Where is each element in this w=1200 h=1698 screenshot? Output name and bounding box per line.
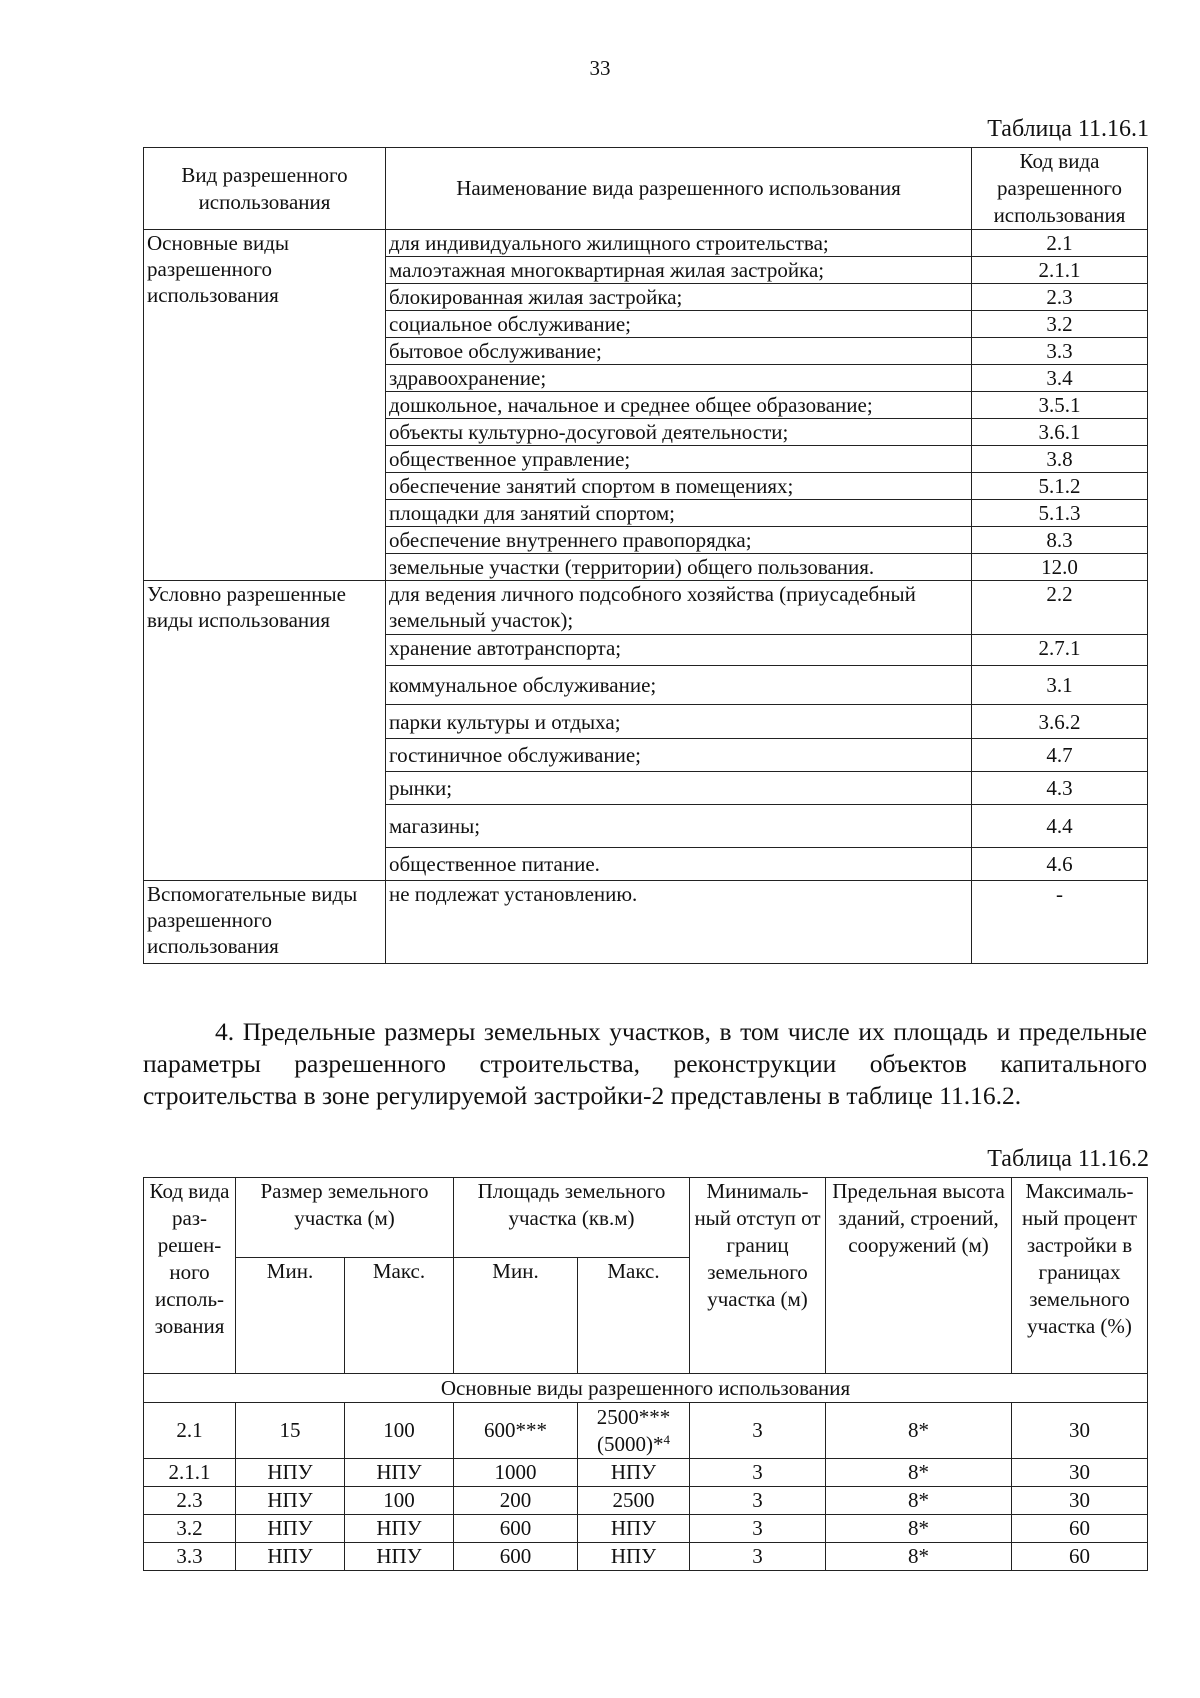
area-max-cell: 2500 xyxy=(578,1487,690,1515)
use-name-cell: хранение автотранспорта; xyxy=(386,635,972,666)
code-cell: 2.3 xyxy=(144,1487,236,1515)
use-code-cell: 4.7 xyxy=(972,739,1148,772)
use-code-cell: 3.8 xyxy=(972,446,1148,473)
use-code-cell: 12.0 xyxy=(972,554,1148,581)
table-header-row xyxy=(144,1178,1148,1258)
area-min-cell: 600 xyxy=(454,1543,578,1571)
use-code-cell: 3.2 xyxy=(972,311,1148,338)
plot-parameters-table xyxy=(143,1177,1148,1571)
area-min-cell: 600*** xyxy=(454,1403,578,1459)
header-height: Предельная высота зданий, строений, сооружений (м) xyxy=(826,1178,1012,1374)
header-code: Код вида разрешенного использования xyxy=(972,148,1148,230)
size-max-cell: 100 xyxy=(345,1487,454,1515)
use-code-cell: 8.3 xyxy=(972,527,1148,554)
percent-cell: 60 xyxy=(1012,1515,1148,1543)
height-cell: 8* xyxy=(826,1543,1012,1571)
header-plot-area: Площадь земельного участка (кв.м) xyxy=(454,1178,690,1258)
table-row xyxy=(144,1515,1148,1543)
area-max-cell: НПУ xyxy=(578,1515,690,1543)
size-min-cell: НПУ xyxy=(236,1543,345,1571)
table-row xyxy=(144,581,1148,635)
use-name-cell: коммунальное обслуживание; xyxy=(386,666,972,705)
size-min-cell: НПУ xyxy=(236,1515,345,1543)
use-code-cell: 4.3 xyxy=(972,772,1148,805)
use-code-cell: 3.6.1 xyxy=(972,419,1148,446)
use-code-cell: 3.6.2 xyxy=(972,705,1148,739)
area-max-cell: НПУ xyxy=(578,1459,690,1487)
use-code-cell: 2.2 xyxy=(972,581,1148,635)
use-code-cell: 2.1.1 xyxy=(972,257,1148,284)
header-percent: Максималь-ный процент застройки в границах земельного участка (%) xyxy=(1012,1178,1148,1374)
size-max-cell: НПУ xyxy=(345,1459,454,1487)
area-min-cell: 600 xyxy=(454,1515,578,1543)
area-min-cell: 200 xyxy=(454,1487,578,1515)
use-code-cell: 3.3 xyxy=(972,338,1148,365)
size-max-cell: 100 xyxy=(345,1403,454,1459)
code-cell: 3.2 xyxy=(144,1515,236,1543)
table-caption-11-16-2: Таблица 11.16.2 xyxy=(987,1146,1149,1172)
section-label: Основные виды разрешенного использования xyxy=(144,1374,1148,1403)
height-cell: 8* xyxy=(826,1515,1012,1543)
table-caption-11-16-1: Таблица 11.16.1 xyxy=(987,116,1149,142)
use-code-cell: 3.1 xyxy=(972,666,1148,705)
header-size-min: Мин. xyxy=(236,1258,345,1374)
use-name-cell: для индивидуального жилищного строительства; xyxy=(386,230,972,257)
code-cell: 3.3 xyxy=(144,1543,236,1571)
setback-cell: 3 xyxy=(690,1543,826,1571)
use-code-cell: 2.7.1 xyxy=(972,635,1148,666)
use-code-cell: 2.3 xyxy=(972,284,1148,311)
header-name: Наименование вида разрешенного использования xyxy=(386,148,972,230)
size-min-cell: НПУ xyxy=(236,1487,345,1515)
use-name-cell: гостиничное обслуживание; xyxy=(386,739,972,772)
use-name-cell: здравоохранение; xyxy=(386,365,972,392)
use-name-cell: социальное обслуживание; xyxy=(386,311,972,338)
height-cell: 8* xyxy=(826,1459,1012,1487)
area-max-cell: НПУ xyxy=(578,1543,690,1571)
setback-cell: 3 xyxy=(690,1459,826,1487)
area-max-cell xyxy=(578,1403,690,1459)
area-max-value: 2500*** xyxy=(596,1404,671,1429)
use-name-cell: общественное управление; xyxy=(386,446,972,473)
header-code: Код вида раз-решен-ного исполь-зования xyxy=(144,1178,236,1374)
use-code-cell: 5.1.3 xyxy=(972,500,1148,527)
table-row xyxy=(144,1487,1148,1515)
size-max-cell: НПУ xyxy=(345,1543,454,1571)
table-header-row xyxy=(144,148,1148,230)
use-name-cell: обеспечение внутреннего правопорядка; xyxy=(386,527,972,554)
use-group-label: Основные виды разрешенного использования xyxy=(144,230,386,581)
size-max-cell: НПУ xyxy=(345,1515,454,1543)
use-name-cell: малоэтажная многоквартирная жилая застройка; xyxy=(386,257,972,284)
code-cell: 2.1 xyxy=(144,1403,236,1459)
section-row xyxy=(144,1374,1148,1403)
header-size-max: Макс. xyxy=(345,1258,454,1374)
use-name-cell: объекты культурно-досуговой деятельности; xyxy=(386,419,972,446)
table-row xyxy=(144,1459,1148,1487)
use-name-cell: для ведения личного подсобного хозяйства (приусадебный земельный участок); xyxy=(386,581,972,635)
use-code-cell: 4.4 xyxy=(972,805,1148,848)
header-area-min: Мин. xyxy=(454,1258,578,1374)
use-name-cell: блокированная жилая застройка; xyxy=(386,284,972,311)
percent-cell: 30 xyxy=(1012,1459,1148,1487)
permitted-use-table xyxy=(143,147,1148,964)
setback-cell: 3 xyxy=(690,1487,826,1515)
use-name-cell: дошкольное, начальное и среднее общее образование; xyxy=(386,392,972,419)
body-paragraph xyxy=(143,1016,1147,1112)
setback-cell: 3 xyxy=(690,1515,826,1543)
setback-cell: 3 xyxy=(690,1403,826,1459)
paragraph-text: 4. Предельные размеры земельных участков, в том числе их площадь и предельные параметры разрешенного строительства, реконструкции объектов капитального строительства в зоне регулируемой застройки-2 представлены в таблице 11.16.2. xyxy=(143,1017,1147,1110)
area-max-alt-value: (5000)* xyxy=(597,1431,664,1456)
use-name-cell: рынки; xyxy=(386,772,972,805)
page-number: 33 xyxy=(589,56,611,80)
table-row xyxy=(144,230,1148,257)
use-group-label: Вспомогательные виды разрешенного использования xyxy=(144,881,386,964)
use-group-label: Условно разрешенные виды использования xyxy=(144,581,386,881)
height-cell: 8* xyxy=(826,1487,1012,1515)
use-code-cell: 3.5.1 xyxy=(972,392,1148,419)
percent-cell: 30 xyxy=(1012,1403,1148,1459)
header-setback: Минималь-ный отступ от границ земельного участка (м) xyxy=(690,1178,826,1374)
area-max-alt xyxy=(579,1431,688,1458)
use-name-cell: магазины; xyxy=(386,805,972,848)
use-name-cell: земельные участки (территории) общего пользования. xyxy=(386,554,972,581)
header-area-max: Макс. xyxy=(578,1258,690,1374)
use-code-cell: 3.4 xyxy=(972,365,1148,392)
percent-cell: 60 xyxy=(1012,1543,1148,1571)
use-code-cell: 2.1 xyxy=(972,230,1148,257)
area-min-cell: 1000 xyxy=(454,1459,578,1487)
use-name-cell: не подлежат установлению. xyxy=(386,881,972,964)
size-min-cell: НПУ xyxy=(236,1459,345,1487)
size-min-cell: 15 xyxy=(236,1403,345,1459)
use-code-cell: 5.1.2 xyxy=(972,473,1148,500)
use-name-cell: площадки для занятий спортом; xyxy=(386,500,972,527)
use-name-cell: бытовое обслуживание; xyxy=(386,338,972,365)
code-cell: 2.1.1 xyxy=(144,1459,236,1487)
use-name-cell: обеспечение занятий спортом в помещениях; xyxy=(386,473,972,500)
table-row xyxy=(144,881,1148,964)
table-row xyxy=(144,1543,1148,1571)
percent-cell: 30 xyxy=(1012,1487,1148,1515)
height-cell: 8* xyxy=(826,1403,1012,1459)
use-code-cell: - xyxy=(972,881,1148,964)
use-name-cell: общественное питание. xyxy=(386,848,972,881)
header-plot-size: Размер земельного участка (м) xyxy=(236,1178,454,1258)
use-name-cell: парки культуры и отдыха; xyxy=(386,705,972,739)
header-type: Вид разрешенного использования xyxy=(144,148,386,230)
use-code-cell: 4.6 xyxy=(972,848,1148,881)
table-row xyxy=(144,1403,1148,1459)
footnote-marker: 4 xyxy=(663,1431,670,1447)
